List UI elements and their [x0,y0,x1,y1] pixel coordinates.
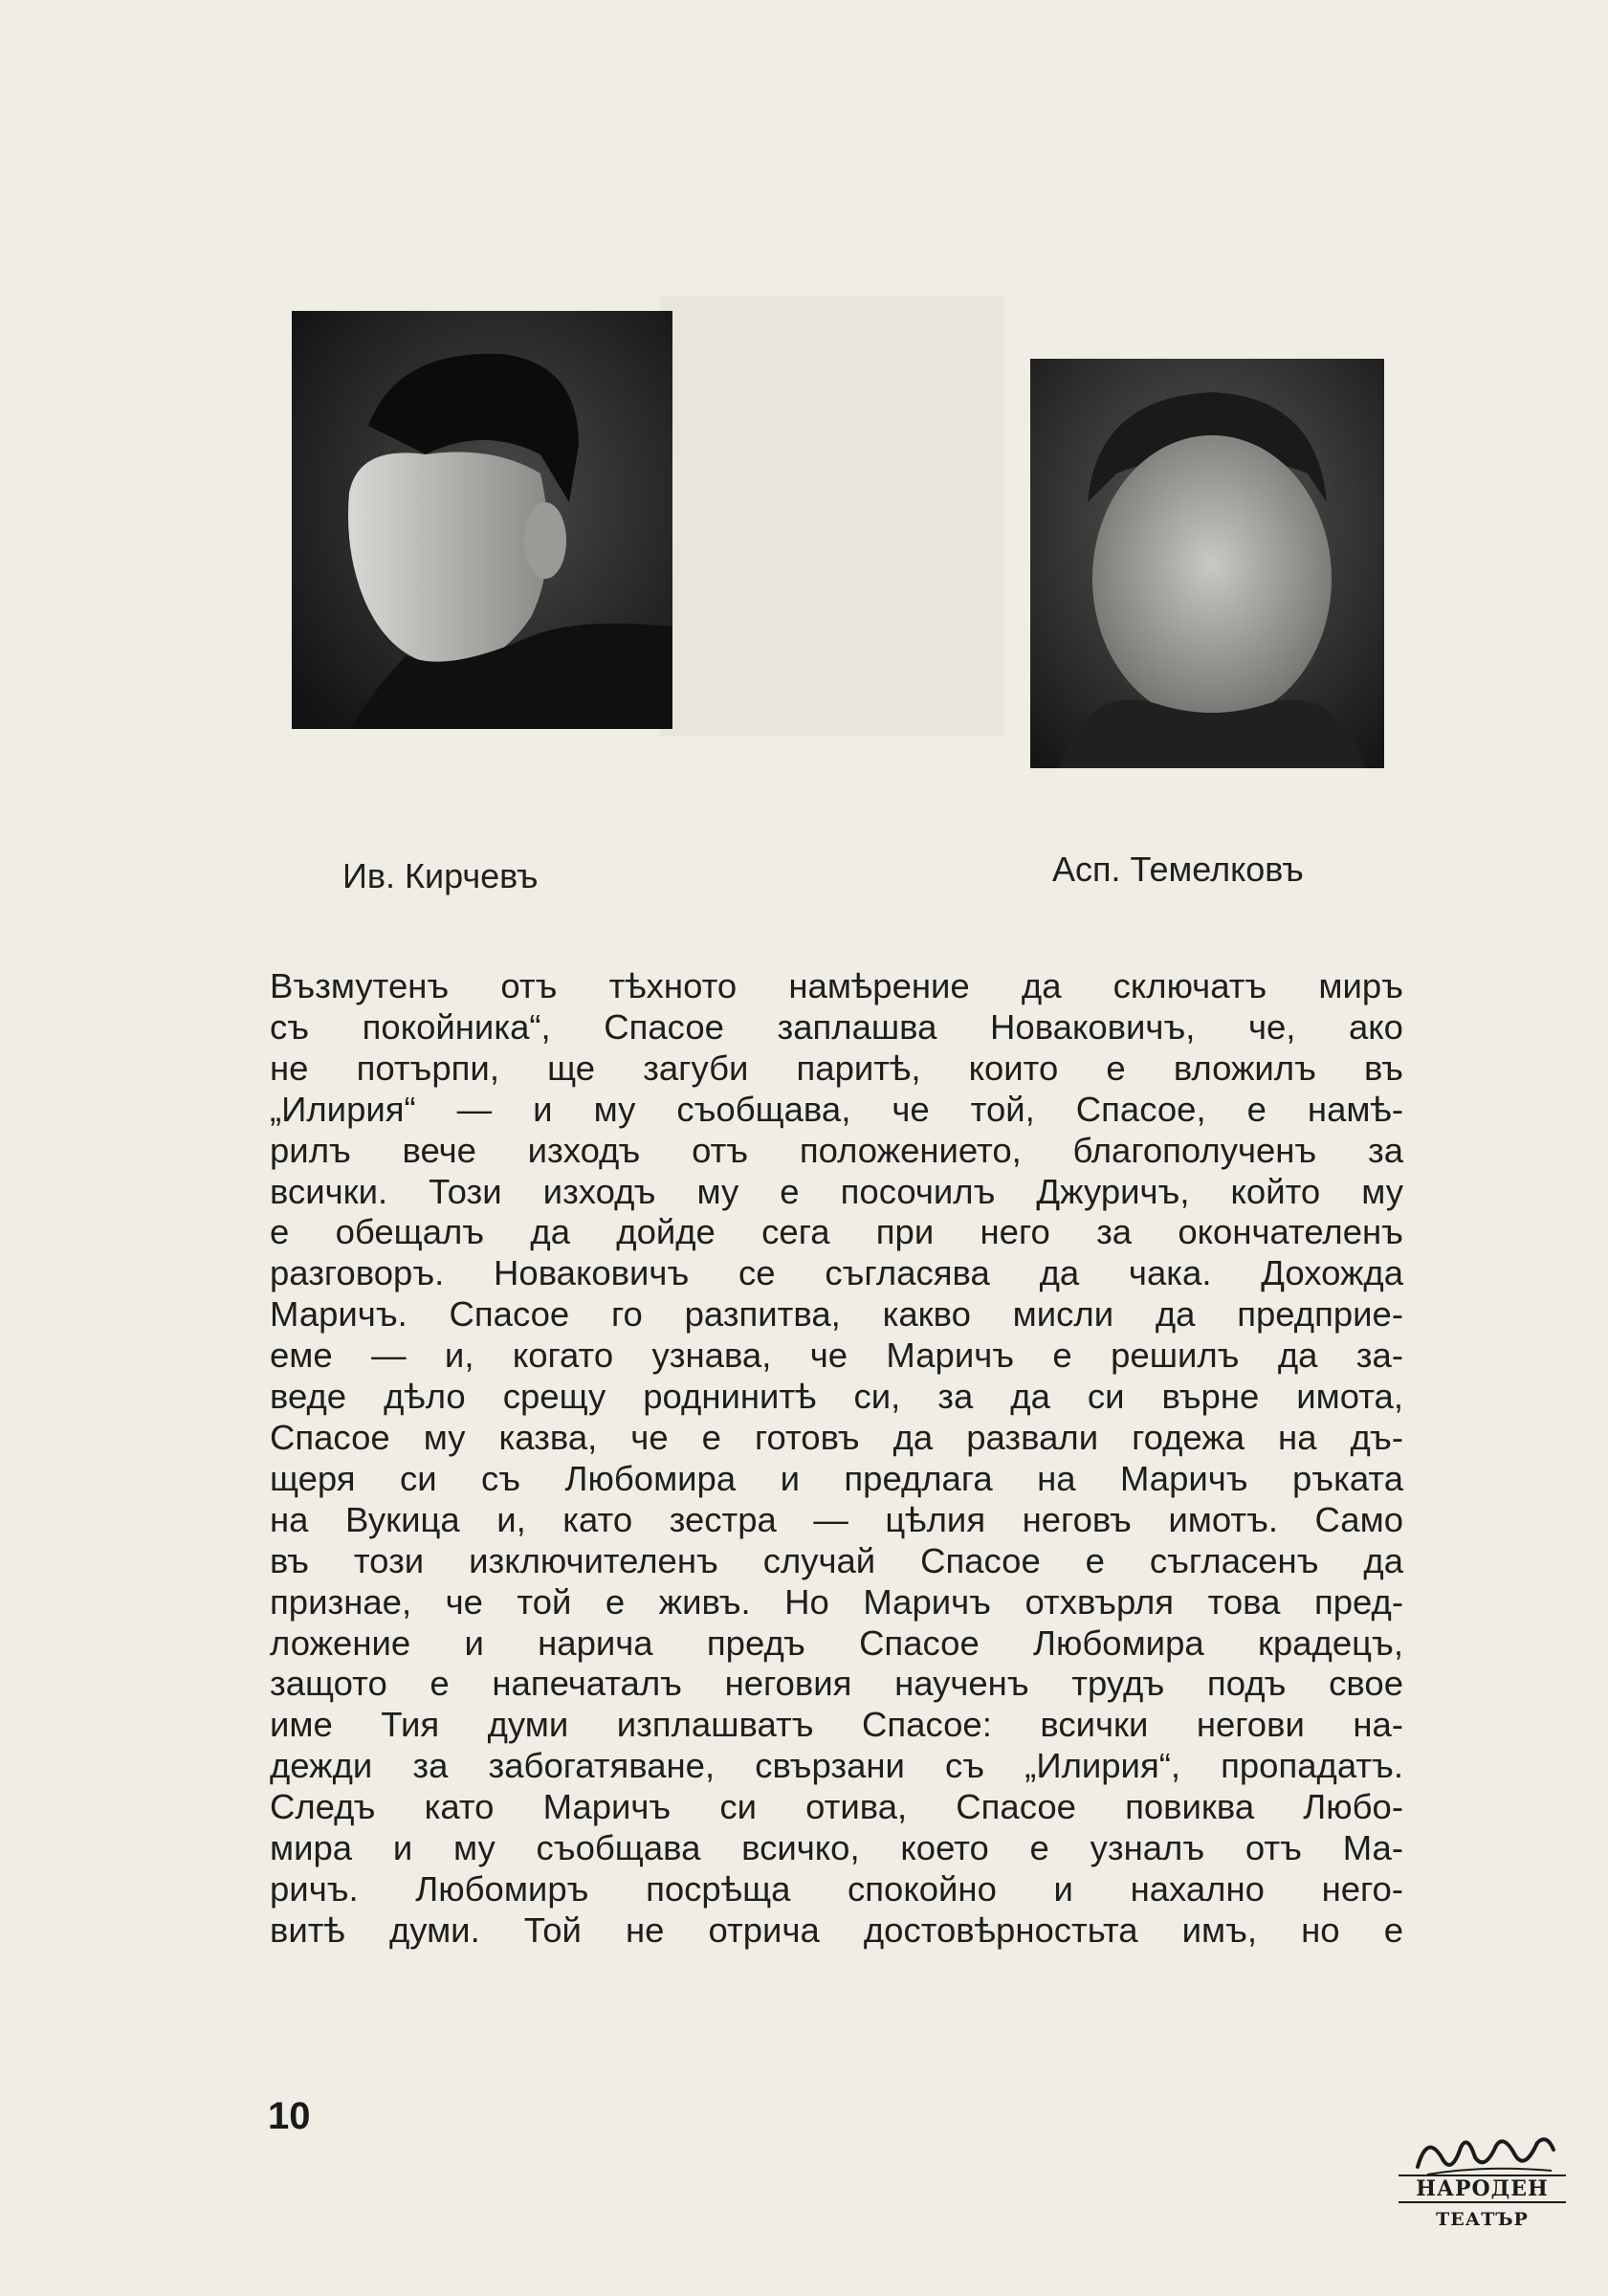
text-line: защото е напечаталъ неговия наученъ трудъ подъ свое [270,1664,1403,1704]
portrait-kirchev-graphic [292,311,672,729]
text-line: рилъ вече изходъ отъ положението, благополученъ за [270,1130,1403,1170]
text-line: „Илирия“ — и му съобщава, че той, Спасое, е намѣ- [270,1089,1403,1129]
text-line: ричъ. Любомиръ посрѣща спокойно и нахално него- [270,1868,1403,1909]
signature-graphic [1408,2129,1561,2181]
body-text [270,966,1403,1952]
text-line: Спасое му казва, че е готовъ да развали годежа на дъ- [270,1417,1403,1457]
text-line: не потърпи, ще загуби паритѣ, които е вложилъ въ [270,1048,1403,1088]
text-line: еме — и, когато узнава, че Маричъ е решилъ да за- [270,1336,1403,1376]
text-line: Маричъ. Спасое го разпитва, какво мисли да предприе- [270,1294,1403,1335]
text-line: признае, че той е живъ. Но Маричъ отхвърля това пред- [270,1581,1403,1622]
text-line: въ този изключителенъ случай Спасое е съгласенъ да [270,1540,1403,1580]
text-line: веде дѣло срещу роднинитѣ си, за да си върне имота, [270,1377,1403,1417]
text-line: мира и му съобщава всичко, което е узналъ отъ Ма- [270,1828,1403,1868]
text-line: е обещалъ да дойде сега при него за окончателенъ [270,1212,1403,1252]
page-number: 10 [268,2095,311,2137]
theatre-stamp [1399,2129,1566,2243]
stamp-line-1: НАРОДЕН [1399,2175,1566,2203]
text-line: всички. Този изходъ му е посочилъ Джуричъ, който му [270,1171,1403,1211]
portrait-kirchev [292,311,672,729]
text-line: Възмутенъ отъ тѣхното намѣрение да сключатъ миръ [270,966,1403,1005]
text-line: ложение и нарича предъ Спасое Любомира крадецъ, [270,1623,1403,1663]
text-line: дежди за забогатяване, свързани съ „Илирия“, пропадатъ. [270,1746,1403,1786]
stamp-line-2: ТЕАТЪР [1436,2209,1529,2230]
caption-kirchev: Ив. Кирчевъ [342,856,539,895]
caption-temelkov: Асп. Темелковъ [1052,850,1304,889]
text-line: на Вукица и, като зестра — цѣлия неговъ имотъ. Само [270,1499,1403,1539]
portrait-temelkov-graphic [1030,359,1384,768]
text-line: разговоръ. Новаковичъ се съгласява да чака. Дохожда [270,1253,1403,1293]
portrait-temelkov [1030,359,1384,768]
text-line: витѣ думи. Той не отрича достовѣрностьта имъ, но е [270,1910,1403,1950]
text-line: Следъ като Маричъ си отива, Спасое повиква Любо- [270,1787,1403,1827]
text-line: име Тия думи изплашватъ Спасое: всички негови на- [270,1705,1403,1745]
show-through-image [660,297,1004,737]
text-line: щеря си съ Любомира и предлага на Маричъ ръката [270,1458,1403,1498]
text-line: съ покойника“, Спасое заплашва Новаковичъ, че, ако [270,1006,1403,1047]
